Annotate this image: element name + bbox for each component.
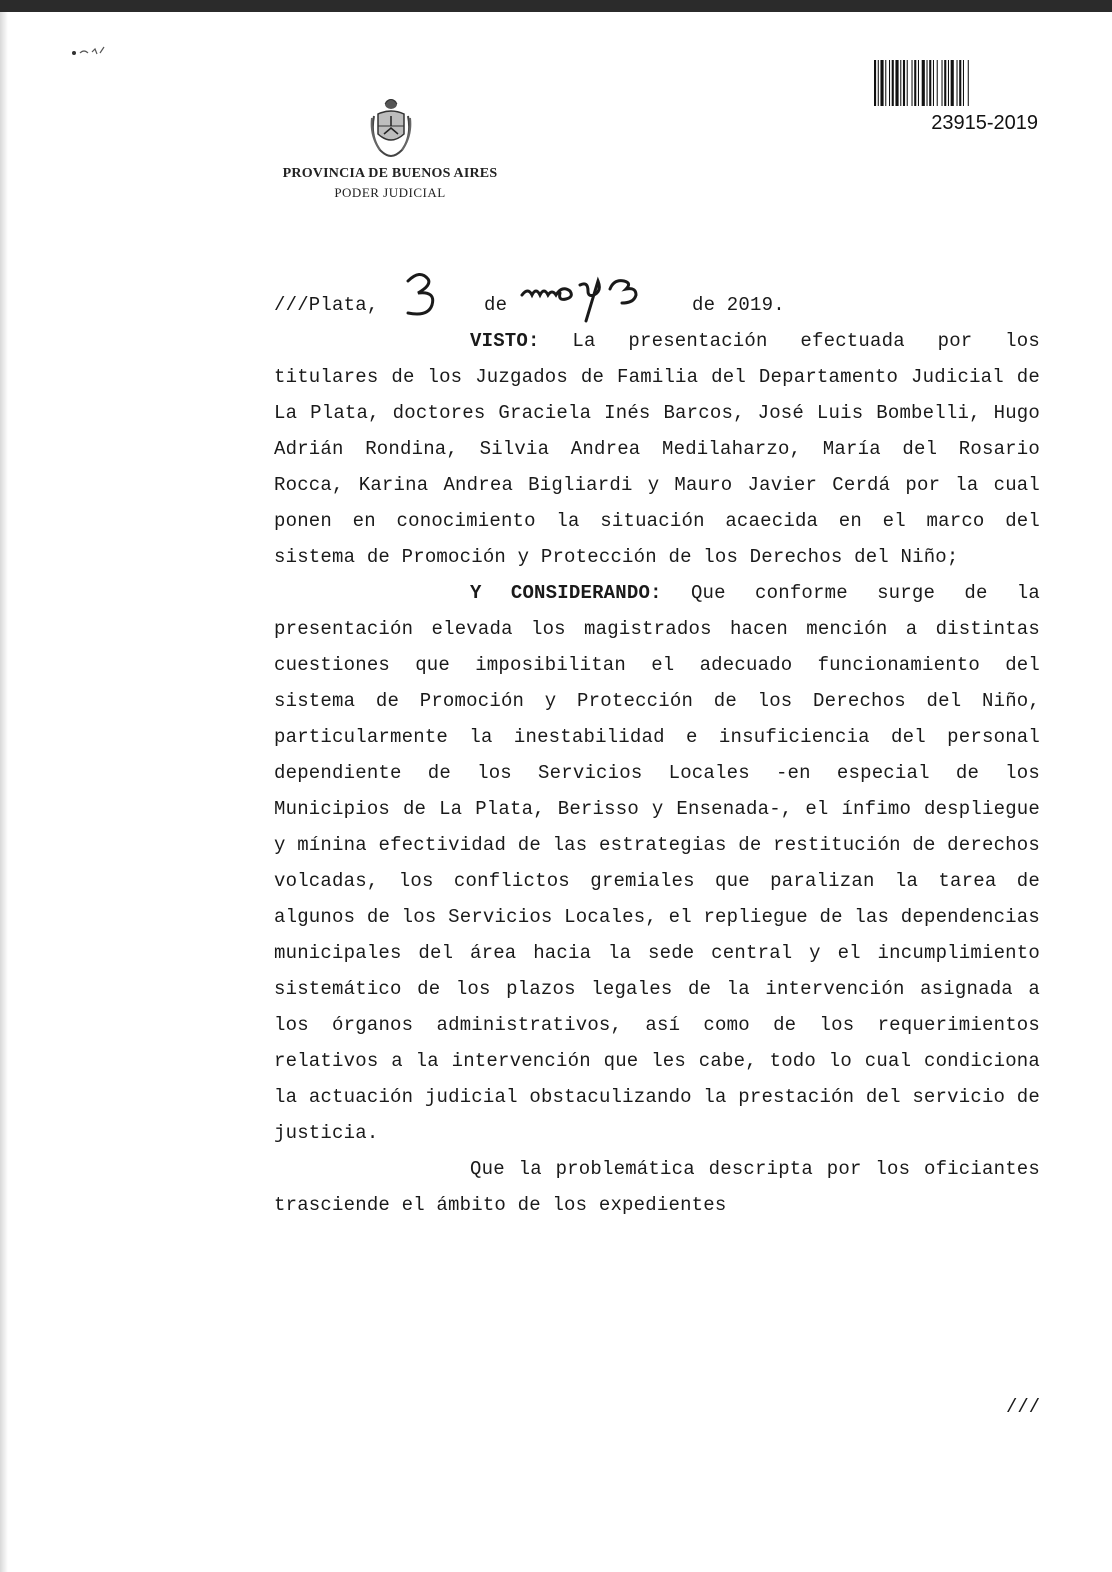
- page-edge-shadow: [0, 12, 8, 1572]
- third-paragraph-text: Que la problemática descripta por los oficiantes trasciende el ámbito de los expedientes: [274, 1158, 1040, 1216]
- third-paragraph: [274, 1151, 1040, 1223]
- considerando-text: Que conforme surge de la presentación elevada los magistrados hacen mención a distintas cuestiones que imposibilitan el adecuado funcionamiento del sistema de Promoción y Protección de los Derechos del Niño, particularmente la inestabilidad e insuficiencia del personal dependiente de los Servicios Locales -en especial de los Municipios de La Plata, Berisso y Ensenada-, el ínfimo despliegue y mínina efectividad de las estrategias de restitución de derechos volcadas, los conflictos gremiales que paralizan la tarea de algunos de los Servicios Locales, el repliegue de las dependencias municipales del área hacia la sede central y el incumplimiento sistemático de los plazos legales de la intervención asignada a los órganos administrativos, así como de los requerimientos relativos a la intervención que les cabe, todo lo cual condiciona la actuación judicial obstaculizando la prestación del servicio de justicia.: [274, 582, 1041, 1144]
- continuation-mark: ///: [1006, 1396, 1041, 1418]
- file-number: 23915-2019: [931, 112, 1038, 134]
- scan-mark-icon: [70, 44, 110, 58]
- handwritten-day: [402, 269, 438, 317]
- window-top-bar: [0, 0, 1112, 12]
- handwritten-month: [518, 269, 652, 327]
- coat-of-arms-icon: [366, 96, 416, 160]
- judicial-branch: PODER JUDICIAL: [334, 185, 446, 200]
- considerando-label: Y CONSIDERANDO:: [470, 582, 662, 604]
- barcode-icon: [874, 60, 1038, 106]
- date-suffix: de 2019.: [692, 294, 785, 316]
- document-body: [274, 287, 1040, 1223]
- visto-paragraph: [274, 323, 1040, 575]
- province-name: PROVINCIA DE BUENOS AIRES: [282, 166, 498, 181]
- visto-text: La presentación efectuada por los titulares de los Juzgados de Familia del Departamento Judicial de La Plata, doctores Graciela Inés Barcos, José Luis Bombelli, Hugo Adrián Rondina, Silvia Andrea Medilaharzo, María del Rosario Rocca, Karina Andrea Bigliardi y Mauro Javier Cerdá por la cual ponen en conocimiento la situación acaecida en el marco del sistema de Promoción y Protección de los Derechos del Niño;: [274, 330, 1040, 568]
- issuing-organization: [240, 166, 540, 201]
- considerando-paragraph: [274, 575, 1040, 1151]
- visto-label: VISTO:: [470, 330, 540, 352]
- date-de: de: [484, 294, 508, 316]
- date-prefix: ///Plata,: [274, 294, 379, 316]
- date-line: [274, 287, 1040, 323]
